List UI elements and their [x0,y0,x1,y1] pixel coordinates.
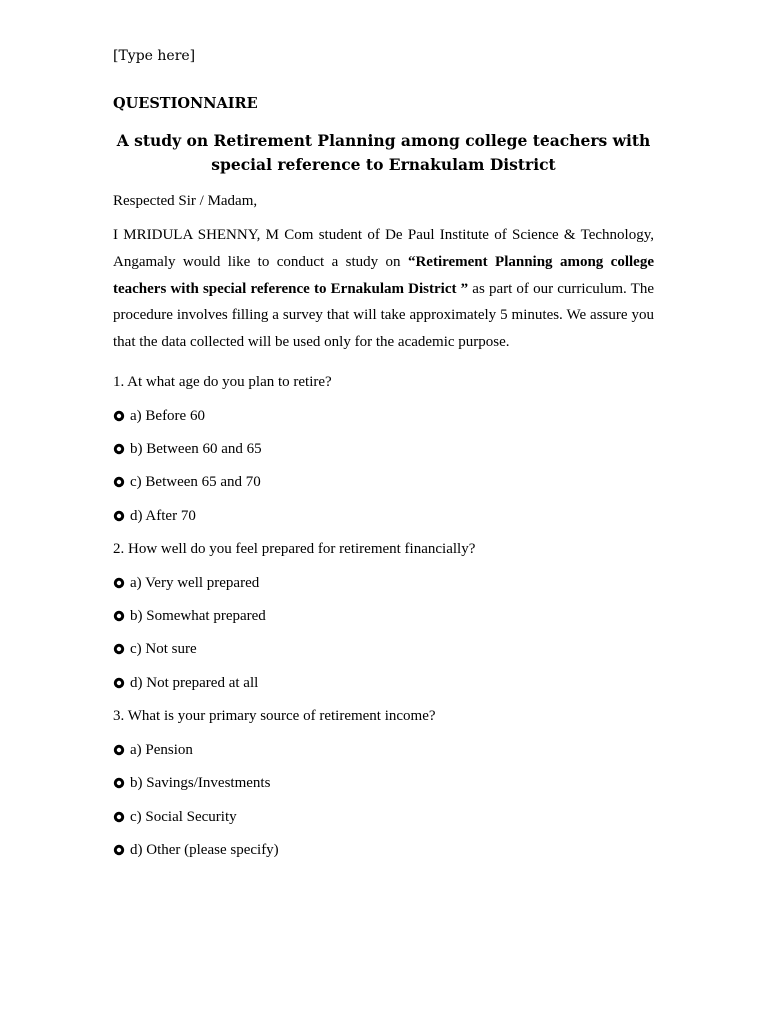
radio-bullet-icon [113,811,125,823]
option-label: c) Between 65 and 70 [130,474,261,490]
radio-bullet-icon [113,777,125,789]
option-label: a) Before 60 [130,408,205,424]
question-3-option-a[interactable] [113,740,193,760]
radio-bullet-icon [113,476,125,488]
question-2-option-a[interactable] [113,573,259,593]
question-1-option-b[interactable] [113,439,262,459]
option-label: b) Somewhat prepared [130,608,266,624]
salutation: Respected Sir / Madam, [113,193,258,209]
radio-bullet-icon [113,744,125,756]
title-line-1: A study on Retirement Planning among college teachers with [116,131,651,150]
option-label: a) Very well prepared [130,575,260,591]
intro-text-part-2: as part of our curriculum. The procedure involves filling a survey that will take approximately 5 minutes. We assure you that the data collected will be used only for the academic purpose. [113,280,654,351]
question-2-option-b[interactable] [113,606,266,626]
document-label: QUESTIONNAIRE [113,95,258,112]
option-label: d) Other (please specify) [130,842,279,858]
intro-text-part-1: I MRIDULA SHENNY, M Com student of De Paul Institute of Science & Technology, Angamaly would like to conduct a study on [113,227,654,270]
radio-bullet-icon [113,577,125,589]
question-3: 3. What is your primary source of retirement income? [113,708,436,724]
option-label: b) Between 60 and 65 [130,441,262,457]
question-3-option-c[interactable] [113,807,237,827]
question-1-option-a[interactable] [113,406,205,426]
option-label: c) Not sure [130,641,197,657]
radio-bullet-icon [113,643,125,655]
question-3-option-b[interactable] [113,773,270,793]
intro-paragraph [113,222,654,356]
option-label: c) Social Security [130,809,237,825]
radio-bullet-icon [113,443,125,455]
intro-study-title: “Retirement Planning among college teachers with special reference to Ernakulam District ” [113,253,654,297]
question-1-option-d[interactable] [113,506,196,526]
radio-bullet-icon [113,410,125,422]
option-label: b) Savings/Investments [130,775,271,791]
option-label: d) Not prepared at all [130,675,259,691]
radio-bullet-icon [113,510,125,522]
header-placeholder: [Type here] [113,48,196,64]
title-line-2: special reference to Ernakulam District [211,155,556,174]
question-1: 1. At what age do you plan to retire? [113,374,332,390]
option-label: d) After 70 [130,508,196,524]
question-2-option-d[interactable] [113,673,258,693]
question-2: 2. How well do you feel prepared for retirement financially? [113,541,476,557]
question-2-option-c[interactable] [113,639,197,659]
radio-bullet-icon [113,610,125,622]
radio-bullet-icon [113,844,125,856]
document-title [113,129,654,177]
question-3-option-d[interactable] [113,840,279,860]
question-1-option-c[interactable] [113,472,261,492]
option-label: a) Pension [130,742,193,758]
radio-bullet-icon [113,677,125,689]
